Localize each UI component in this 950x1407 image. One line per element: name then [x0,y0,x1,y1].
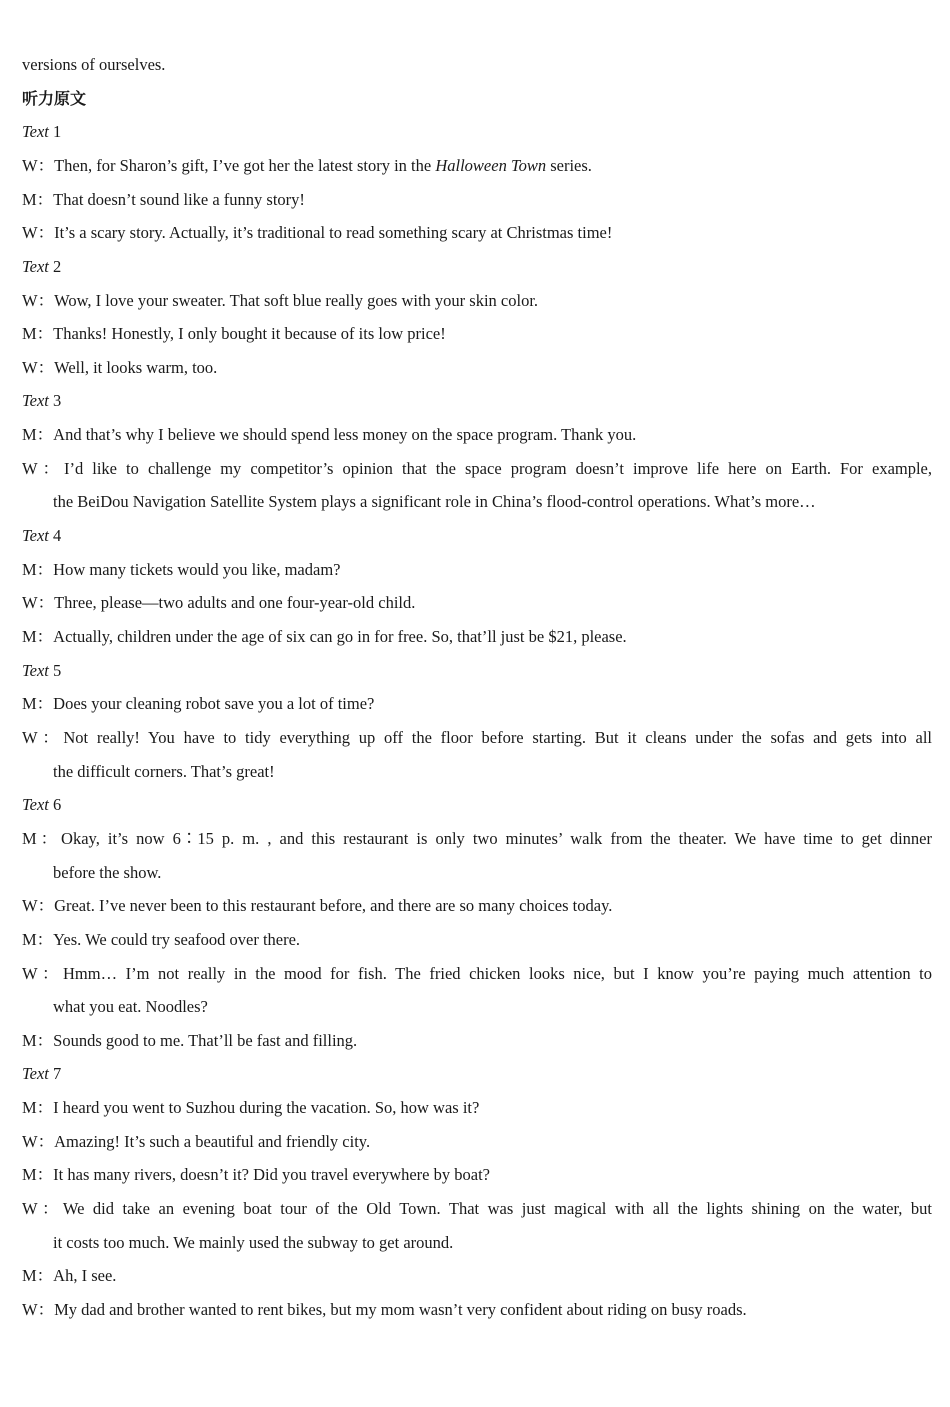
dialogue-line: W：Amazing! It’s such a beautiful and friendly city. [22,1132,371,1151]
speaker: W： [22,593,55,612]
dialogue-continuation: it costs too much. We mainly used the subway to get around. [53,1233,454,1252]
speaker: W： [22,459,64,478]
text-number: 7 [53,1064,62,1083]
text-heading [22,788,932,822]
dialogue-continuation: the BeiDou Navigation Satellite System plays a significant role in China’s flood-control operations. What’s more… [53,492,816,511]
dialogue-line: M：It has many rivers, doesn’t it? Did you travel everywhere by boat? [22,1165,490,1184]
dialogue-line: M：Thanks! Honestly, I only bought it because of its low price! [22,324,446,343]
speaker: W： [22,291,55,310]
text-label: Text [22,661,49,680]
dialogue-line: M：I heard you went to Suzhou during the vacation. So, how was it? [22,1098,480,1117]
book-title: Halloween Town [435,156,547,175]
speaker: M： [22,425,54,444]
dialogue-line: W：Great. I’ve never been to this restaurant before, and there are so many choices today. [22,896,613,915]
speaker: W： [22,728,64,747]
dialogue-line: W：Then, for Sharon’s gift, I’ve got her the latest story in the Halloween Town series. [22,156,592,175]
text-heading [22,654,932,688]
dialogue-line: W：We did take an evening boat tour of the Old Town. That was just magical with all the lights shining on the water, but [22,1199,932,1218]
speaker: W： [22,1132,55,1151]
text-heading [22,384,932,418]
text-label: Text [22,1064,49,1083]
text-heading [22,1057,932,1091]
speaker: M： [22,1031,54,1050]
speaker: M： [22,560,54,579]
speaker: W： [22,156,55,175]
dialogue-line: M：Okay, it’s now 6∶15 p. m. , and this restaurant is only two minutes’ walk from the theater. We have time to get dinner [22,829,932,848]
section-title: 听力原文 [22,89,87,108]
speaker: M： [22,1098,54,1117]
speaker: M： [22,190,54,209]
dialogue-line: M：Sounds good to me. That’ll be fast and filling. [22,1031,358,1050]
text-label: Text [22,795,49,814]
text-number: 2 [53,257,62,276]
text-heading [22,250,932,284]
text-heading [22,115,932,149]
text-heading [22,519,932,553]
dialogue-line: M：Does your cleaning robot save you a lot of time? [22,694,375,713]
speaker: M： [22,930,54,949]
dialogue-line: M：How many tickets would you like, madam? [22,560,341,579]
text-number: 3 [53,391,62,410]
speaker: W： [22,1199,63,1218]
dialogue-continuation: before the show. [53,863,162,882]
dialogue-line: M：And that’s why I believe we should spend less money on the space program. Thank you. [22,425,637,444]
dialogue-line: W：Not really! You have to tidy everything up off the floor before starting. But it cleans under the sofas and gets into all [22,728,932,747]
text-number: 6 [53,795,62,814]
speaker: M： [22,829,62,848]
dialogue-line: W：I’d like to challenge my competitor’s opinion that the space program doesn’t improve life here on Earth. For example, [22,459,933,478]
dialogue-continuation: the difficult corners. That’s great! [53,762,275,781]
intro-fragment: versions of ourselves. [22,55,166,74]
speaker: M： [22,324,54,343]
speaker: W： [22,1300,55,1319]
dialogue-line: W：My dad and brother wanted to rent bikes, but my mom wasn’t very confident about riding on busy roads. [22,1300,747,1319]
speaker: W： [22,896,55,915]
text-number: 5 [53,661,62,680]
dialogue-line: W：Hmm… I’m not really in the mood for fish. The fried chicken looks nice, but I know you’re paying much attention to [22,964,932,983]
speaker: M： [22,627,54,646]
text-label: Text [22,122,49,141]
dialogue-line: W：Three, please—two adults and one four-year-old child. [22,593,416,612]
dialogue-line: W：It’s a scary story. Actually, it’s traditional to read something scary at Christmas time! [22,223,613,242]
dialogue-continuation: what you eat. Noodles? [53,997,208,1016]
text-number: 1 [53,122,62,141]
speaker: M： [22,1165,54,1184]
dialogue-line: W：Wow, I love your sweater. That soft blue really goes with your skin color. [22,291,539,310]
text-label: Text [22,526,49,545]
text-number: 4 [53,526,62,545]
dialogue-line: M：Ah, I see. [22,1266,117,1285]
text-label: Text [22,257,49,276]
dialogue-line: M：Actually, children under the age of six can go in for free. So, that’ll just be $21, please. [22,627,627,646]
dialogue-line: W：Well, it looks warm, too. [22,358,218,377]
speaker: M： [22,694,54,713]
dialogue-line: M：Yes. We could try seafood over there. [22,930,301,949]
speaker: W： [22,223,55,242]
dialogue-line: M：That doesn’t sound like a funny story! [22,190,305,209]
speaker: M： [22,1266,54,1285]
speaker: W： [22,358,55,377]
text-label: Text [22,391,49,410]
speaker: W： [22,964,63,983]
